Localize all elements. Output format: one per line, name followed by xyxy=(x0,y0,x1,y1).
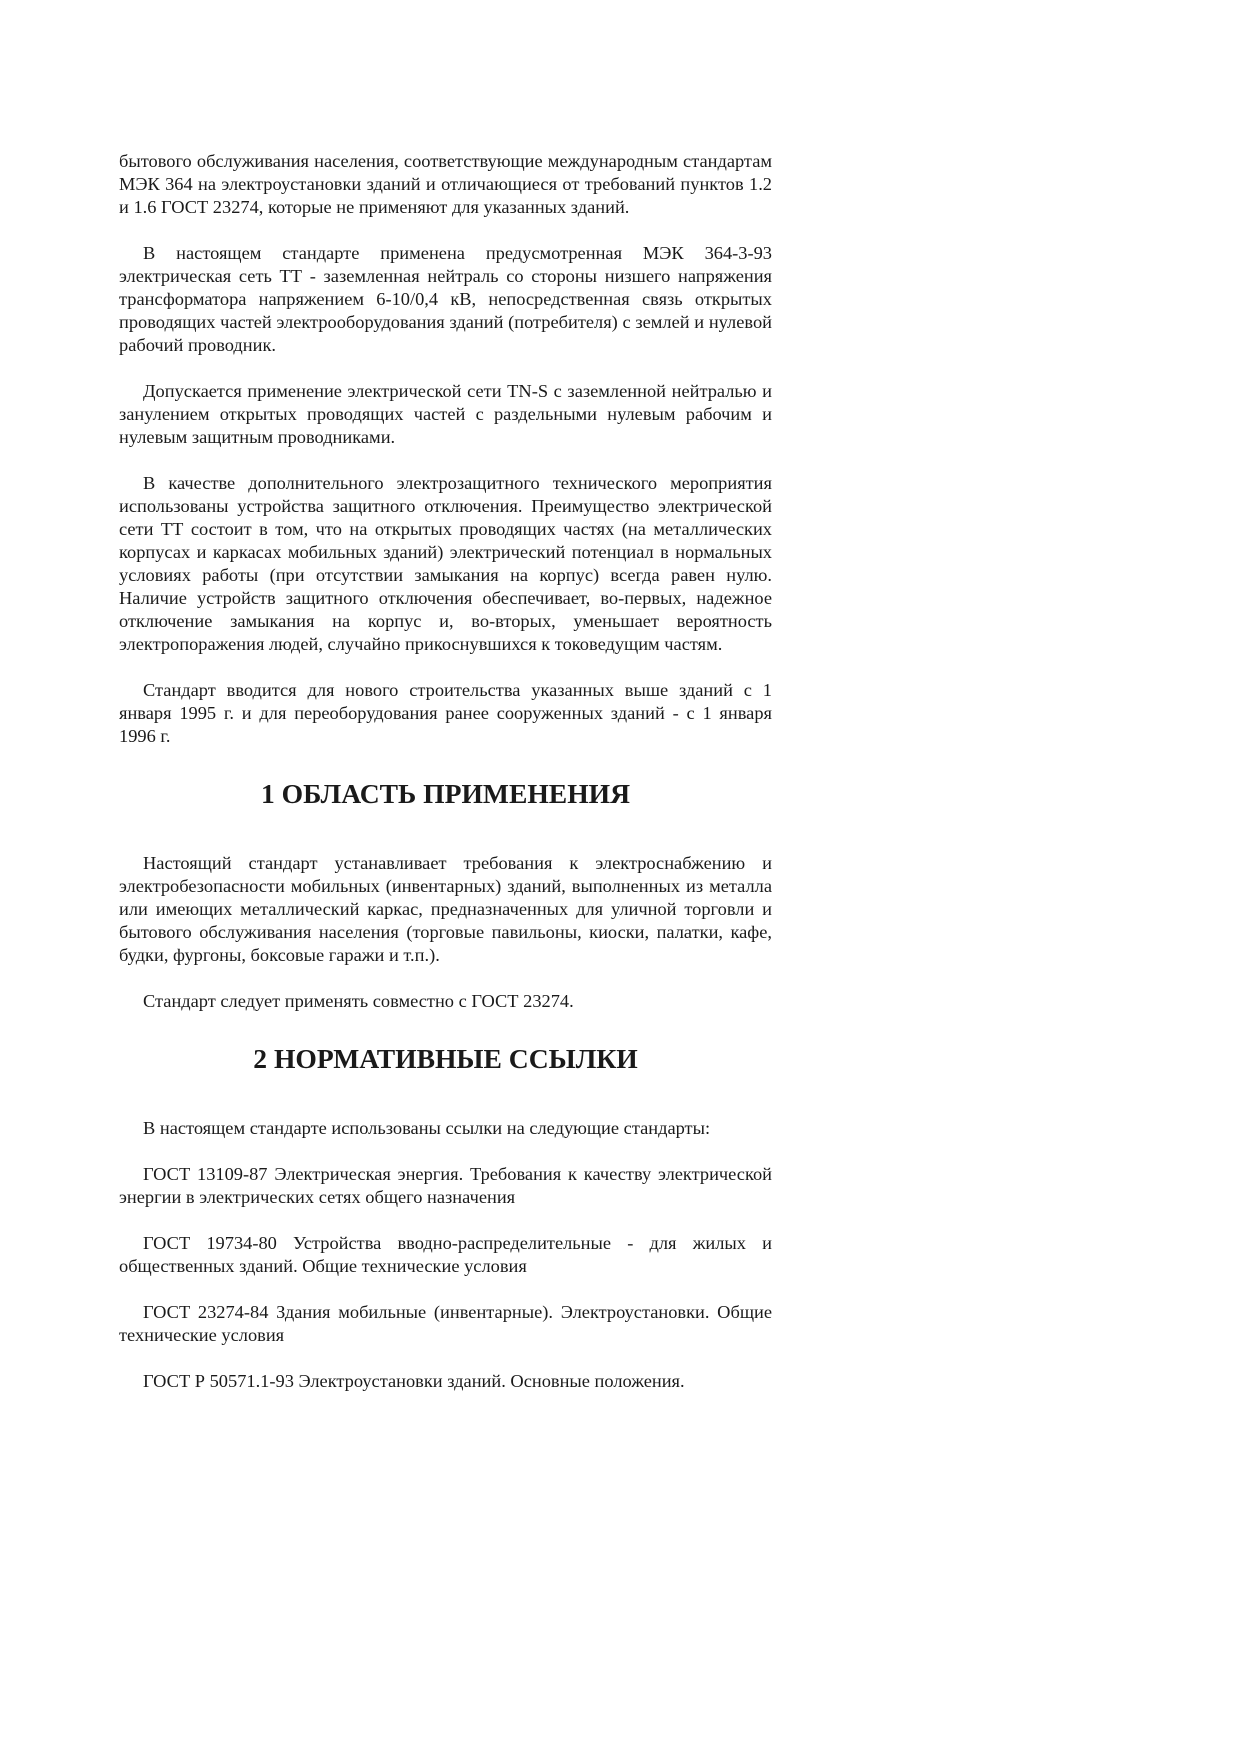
intro-paragraph-network-tns: Допускается применение электрической сети TN-S с заземленной нейтралью и занулением открытых проводящих частей с раздельными нулевым рабочим и нулевым защитным проводниками. xyxy=(119,381,772,447)
document-page xyxy=(119,150,772,1416)
reference-item: ГОСТ 23274-84 Здания мобильные (инвентарные). Электроустановки. Общие технические условия xyxy=(119,1302,772,1345)
reference-item: ГОСТ Р 50571.1-93 Электроустановки зданий. Основные положения. xyxy=(143,1371,685,1391)
intro-paragraph-continued: бытового обслуживания населения, соответствующие международным стандартам МЭК 364 на электроустановки зданий и отличающиеся от требований пунктов 1.2 и 1.6 ГОСТ 23274, которые не применяют для указанных зданий. xyxy=(119,151,772,217)
reference-item: ГОСТ 19734-80 Устройства вводно-распределительные - для жилых и общественных зданий. Общие технические условия xyxy=(119,1233,772,1276)
section-1-heading: 1 ОБЛАСТЬ ПРИМЕНЕНИЯ xyxy=(260,778,631,809)
section-2-heading: 2 НОРМАТИВНЫЕ ССЫЛКИ xyxy=(253,1043,638,1074)
intro-paragraph-network-tt: В настоящем стандарте применена предусмотренная МЭК 364-3-93 электрическая сеть ТТ - заземленная нейтраль со стороны низшего напряжения трансформатора напряжением 6-10/0,4 кВ, непосредственная связь открытых проводящих частей электрооборудования зданий (потребителя) с землей и нулевой рабочий проводник. xyxy=(119,243,772,355)
section-1-paragraph: Настоящий стандарт устанавливает требования к электроснабжению и электробезопасности мобильных (инвентарных) зданий, выполненных из металла или имеющих металлический каркас, предназначенных для уличной торговли и бытового обслуживания населения (торговые павильоны, киоски, палатки, кафе, будки, фургоны, боксовые гаражи и т.п.). xyxy=(119,853,772,965)
intro-paragraph-effective-date: Стандарт вводится для нового строительства указанных выше зданий с 1 января 1995 г. и для переоборудования ранее сооруженных зданий - с 1 января 1996 г. xyxy=(119,680,772,746)
section-1-paragraph: Стандарт следует применять совместно с ГОСТ 23274. xyxy=(143,991,574,1011)
section-2-paragraph: В настоящем стандарте использованы ссылки на следующие стандарты: xyxy=(143,1118,711,1138)
reference-item: ГОСТ 13109-87 Электрическая энергия. Требования к качеству электрической энергии в электрических сетях общего назначения xyxy=(119,1164,772,1207)
intro-paragraph-protection: В качестве дополнительного электрозащитного технического мероприятия использованы устройства защитного отключения. Преимущество электрической сети ТТ состоит в том, что на открытых проводящих частях (на металлических корпусах и каркасах мобильных зданий) электрический потенциал в нормальных условиях работы (при отсутствии замыкания на корпус) всегда равен нулю. Наличие устройств защитного отключения обеспечивает, во-первых, надежное отключение замыкания на корпус и, во-вторых, уменьшает вероятность электропоражения людей, случайно прикоснувшихся к токоведущим частям. xyxy=(119,473,772,654)
